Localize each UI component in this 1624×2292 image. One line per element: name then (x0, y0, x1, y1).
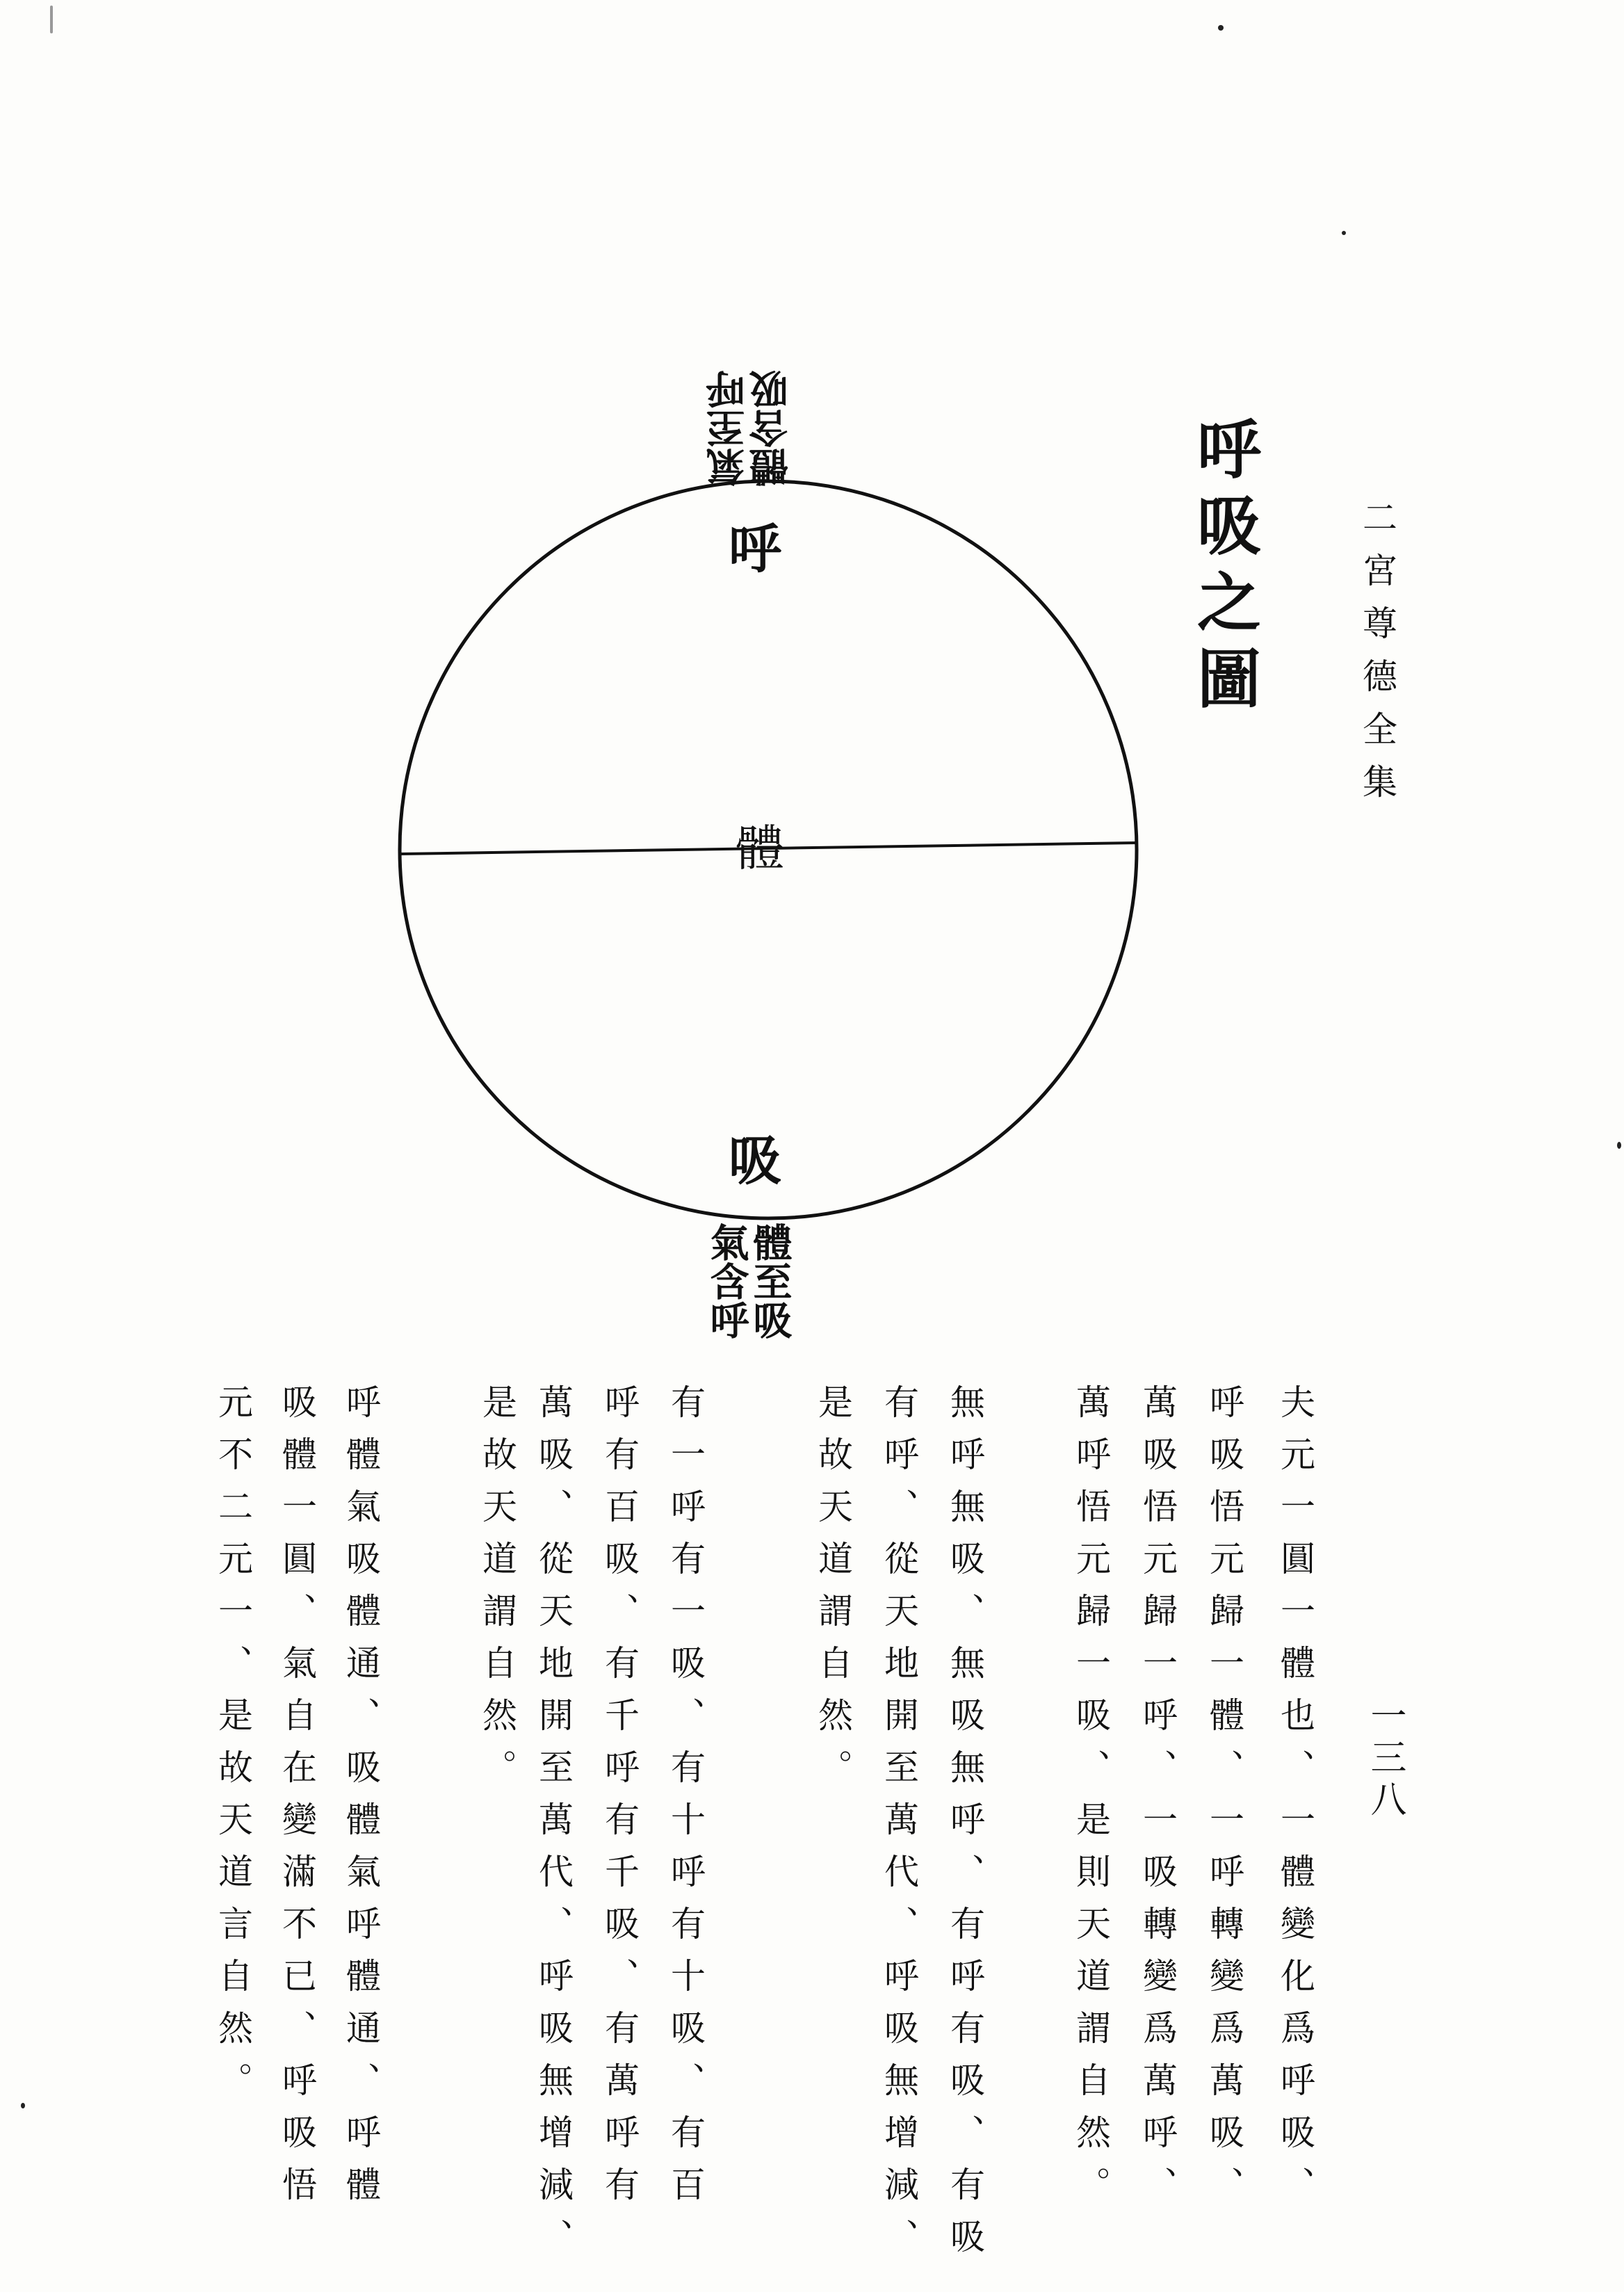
book-title: 二宮尊德全集 (1357, 499, 1397, 816)
scan-speck (21, 2103, 25, 2108)
body-column-12: 呼體氣吸體通、吸體氣呼體通、呼體 (341, 1384, 381, 2218)
body-column-10: 萬吸、從天地開至萬代、呼吸無增減、 (533, 1384, 574, 2270)
bottom-annotation-line-2: 氣含呼 (704, 1222, 750, 1339)
body-column-9: 呼有百吸、有千呼有千吸、有萬呼有 (599, 1384, 640, 2218)
exhale-label: 呼 (729, 518, 781, 580)
body-column-11: 是故天道謂自然。 (477, 1384, 517, 1801)
body-column-4: 萬呼悟元歸一吸、是則天道謂自然。 (1071, 1384, 1111, 2218)
figure-title: 呼吸之圖 (1187, 416, 1262, 722)
inhale-label: 吸 (729, 1130, 781, 1192)
body-column-7: 是故天道謂自然。 (813, 1384, 853, 1801)
scan-speck (50, 6, 53, 33)
body-column-2: 呼吸悟元歸一體、一呼轉變爲萬吸、 (1204, 1384, 1244, 2218)
body-column-6: 有呼、從天地開至萬代、呼吸無增減、 (879, 1384, 919, 2270)
body-column-13: 吸體一圓、氣自在變滿不已、呼吸悟 (277, 1384, 317, 2218)
bottom-annotation-line-1: 體至吸 (747, 1222, 793, 1339)
top-annotation-line-1: 氣至呼 (705, 370, 752, 487)
bottom-annotation (706, 1222, 817, 1369)
body-column-14: 元不二元一、是故天道言自然。 (213, 1384, 253, 2114)
body-column-3: 萬吸悟元歸一呼、一吸轉變爲萬呼、 (1137, 1384, 1178, 2218)
body-label: 體 (736, 820, 784, 877)
top-annotation-line-2: 體含吸 (748, 370, 795, 487)
scan-speck (1342, 231, 1346, 235)
scan-speck (1617, 1142, 1621, 1149)
body-column-5: 無呼無吸、無吸無呼、有呼有吸、有吸 (945, 1384, 985, 2270)
top-annotation (702, 355, 793, 487)
body-column-8: 有一呼有一吸、有十呼有十吸、有百 (665, 1384, 706, 2218)
body-column-1: 夫元一圓一體也、一體變化爲呼吸、 (1275, 1384, 1315, 2218)
page-number: 一三八 (1364, 1697, 1406, 1822)
scan-speck (1218, 25, 1224, 31)
